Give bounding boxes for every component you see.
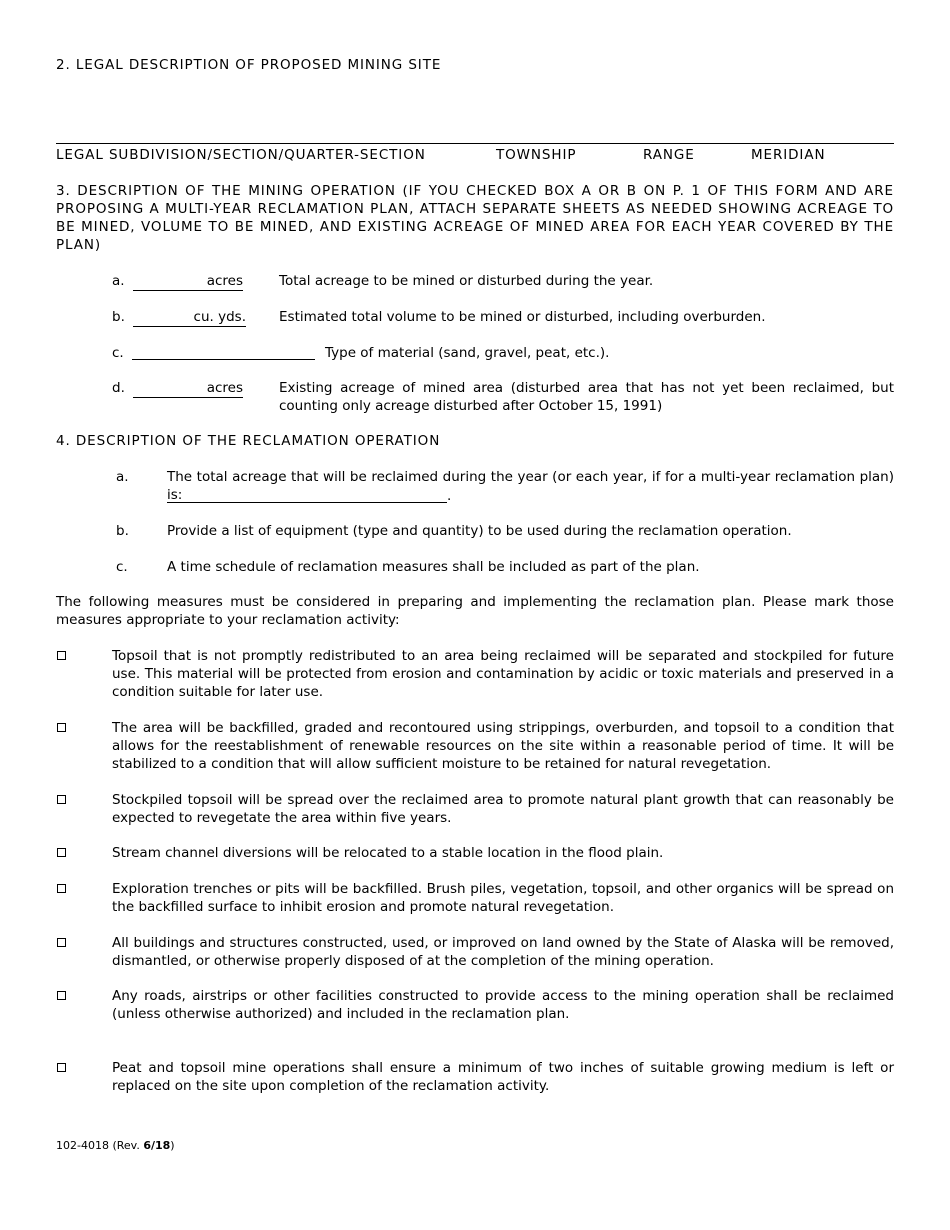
col-township: TOWNSHIP <box>496 147 577 163</box>
section3-heading: 3. DESCRIPTION OF THE MINING OPERATION (IF YOU CHECKED BOX A OR B ON P. 1 OF THIS FORM AND ARE PROPOSING A MULTI-YEAR RECLAMATION PLAN, ATTACH SEPARATE SHEETS AS NEEDED SHOWING ACREAGE TO BE MINED, VOLUME TO BE MINED, AND EXISTING ACREAGE OF MINED AREA FOR EACH YEAR COVERED BY THE PLAN) <box>56 183 894 253</box>
col-legal-subdivision: LEGAL SUBDIVISION/SECTION/QUARTER-SECTION <box>56 147 426 163</box>
item-4c-text: A time schedule of reclamation measures shall be included as part of the plan. <box>167 559 700 575</box>
item-4a-period: . <box>447 488 452 504</box>
legal-description-line[interactable] <box>56 143 894 144</box>
measure-backfill-recontour: The area will be backfilled, graded and recontoured using strippings, overburden, and topsoil to a condition that allows for the reestablishment of renewable resources on the site within a reasonable period of time. It will be stabilized to a condition that will allow sufficient moisture to be retained for natural revegetation. <box>112 720 894 772</box>
item-3a-text: Total acreage to be mined or disturbed during the year. <box>279 273 654 289</box>
checkbox-exploration-trenches[interactable] <box>57 884 66 893</box>
measure-roads-airstrips: Any roads, airstrips or other facilities constructed to provide access to the mining operation shall be reclaimed (unless otherwise authorized) and included in the reclamation plan. <box>112 988 894 1022</box>
item-4b-letter: b. <box>116 523 129 539</box>
volume-mined-field[interactable] <box>133 308 246 327</box>
item-4b-text: Provide a list of equipment (type and quantity) to be used during the reclamation operation. <box>167 523 792 539</box>
checkbox-stream-diversions[interactable] <box>57 848 66 857</box>
item-3b-text: Estimated total volume to be mined or disturbed, including overburden. <box>279 309 766 325</box>
checkbox-spread-topsoil[interactable] <box>57 795 66 804</box>
item-4c-letter: c. <box>116 559 128 575</box>
checkbox-topsoil-stockpile[interactable] <box>57 651 66 660</box>
measure-buildings-structures: All buildings and structures constructed, used, or improved on land owned by the State of Alaska will be removed, dismantled, or otherwise properly disposed of at the completion of the mining operation. <box>112 935 894 969</box>
checkbox-backfill-recontour[interactable] <box>57 723 66 732</box>
form-number-text: 102-4018 (Rev. <box>56 1139 144 1152</box>
item-3c-letter: c. <box>112 345 124 361</box>
existing-acreage-field[interactable] <box>133 379 243 398</box>
acres-unit: acres <box>206 273 243 289</box>
item-3d-text: Existing acreage of mined area (disturbed area that has not yet been reclaimed, but counting only acreage disturbed after October 15, 1991) <box>279 380 894 414</box>
item-3a-letter: a. <box>112 273 125 289</box>
measure-stream-diversions: Stream channel diversions will be relocated to a stable location in the flood plain. <box>112 845 664 861</box>
measure-exploration-trenches: Exploration trenches or pits will be backfilled. Brush piles, vegetation, topsoil, and other organics will be spread on the backfilled surface to inhibit erosion and promote natural revegetation. <box>112 881 894 915</box>
measure-spread-topsoil: Stockpiled topsoil will be spread over the reclaimed area to promote natural plant growth that can reasonably be expected to revegetate the area within five years. <box>112 792 894 826</box>
col-meridian: MERIDIAN <box>751 147 826 163</box>
material-type-field[interactable] <box>132 341 315 360</box>
total-acreage-reclaimed-field[interactable] <box>167 484 447 503</box>
acres-unit: acres <box>206 380 243 396</box>
checkbox-roads-airstrips[interactable] <box>57 991 66 1000</box>
section2-heading: 2. LEGAL DESCRIPTION OF PROPOSED MINING SITE <box>56 57 442 73</box>
measure-topsoil-stockpile: Topsoil that is not promptly redistributed to an area being reclaimed will be separated and stockpiled for future use. This material will be protected from erosion and contamination by acidic or toxic materials and preserved in a condition suitable for later use. <box>112 648 894 700</box>
item-3c-text: Type of material (sand, gravel, peat, etc.). <box>325 345 610 361</box>
section4-heading: 4. DESCRIPTION OF THE RECLAMATION OPERATION <box>56 433 441 449</box>
measures-intro: The following measures must be considered in preparing and implementing the reclamation plan. Please mark those measures appropriate to your reclamation activity: <box>56 594 894 628</box>
form-number <box>56 1137 175 1155</box>
item-3b-letter: b. <box>112 309 125 325</box>
acres-mined-field[interactable] <box>133 272 243 291</box>
item-4a-letter: a. <box>116 469 129 485</box>
measure-peat-topsoil: Peat and topsoil mine operations shall ensure a minimum of two inches of suitable growing medium is left or replaced on the site upon completion of the reclamation activity. <box>112 1060 894 1094</box>
item-4a-text: The total acreage that will be reclaimed during the year (or each year, if for a multi-year reclamation plan) is: <box>167 469 894 503</box>
revision-date: 6/18 <box>143 1139 171 1152</box>
checkbox-buildings-structures[interactable] <box>57 938 66 947</box>
checkbox-peat-topsoil[interactable] <box>57 1063 66 1072</box>
form-number-close: ) <box>170 1139 175 1152</box>
col-range: RANGE <box>643 147 695 163</box>
cu-yds-unit: cu. yds. <box>193 309 246 325</box>
item-3d-letter: d. <box>112 380 125 396</box>
